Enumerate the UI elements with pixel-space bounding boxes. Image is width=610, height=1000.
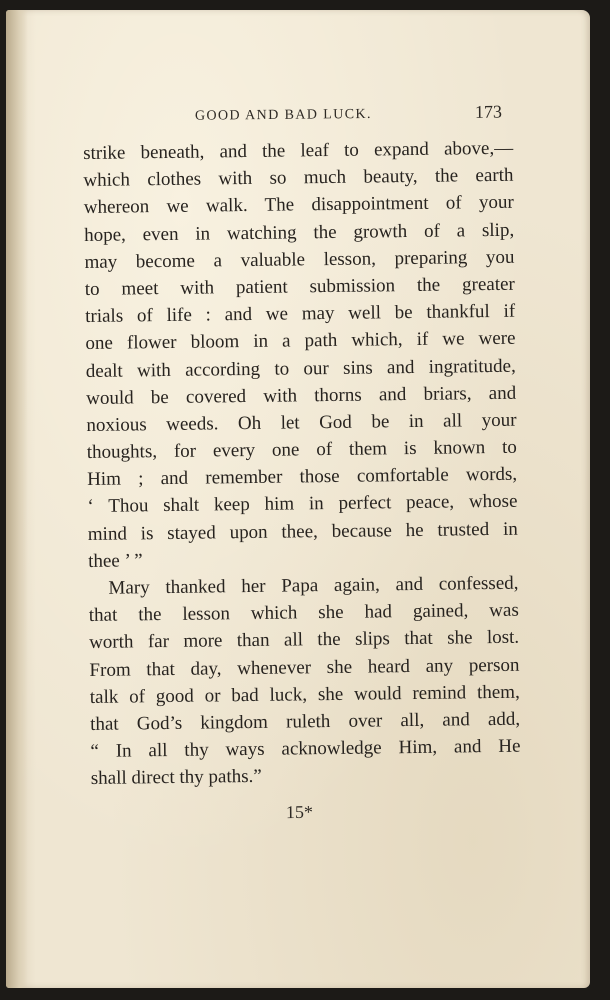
page-number: 173 xyxy=(474,101,503,122)
text-line: strike beneath, and the leaf to expand above,— xyxy=(83,137,514,164)
text-line: would be covered with thorns and briars, and xyxy=(86,382,517,409)
text-line: that the lesson which she had gained, was xyxy=(88,599,519,627)
text-line: hope, even in watching the growth of a slip, xyxy=(84,219,515,246)
text-line: one flower bloom in a path which, if we were xyxy=(85,328,516,355)
text-line: shall direct thy paths.” xyxy=(90,766,262,790)
binding-gutter xyxy=(6,10,28,988)
text-line: thoughts, for every one of them is known to xyxy=(86,436,517,464)
text-line: that God’s kingdom ruleth over all, and add, xyxy=(90,708,521,735)
text-line: noxious weeds. Oh let God be in all your xyxy=(86,409,517,436)
text-line: “ In all thy ways acknowledge Him, and He xyxy=(90,735,521,763)
text-line: From that day, whenever she heard any person xyxy=(89,654,520,681)
text-line: Him ; and remember those comfortable words, xyxy=(87,463,518,491)
text-line: mind is stayed upon thee, because he trusted in xyxy=(87,518,518,545)
text-line: trials of life : and we may well be thankful if xyxy=(85,300,516,328)
running-head xyxy=(195,101,535,135)
text-line: Mary thanked her Papa again, and confessed, xyxy=(108,572,519,599)
text-line: worth far more than all the slips that she lost. xyxy=(89,627,520,654)
text-line: talk of good or bad luck, she would remind them, xyxy=(89,681,520,708)
text-line: ‘ Thou shalt keep him in perfect peace, whose xyxy=(87,491,518,518)
text-line: thee ’ ” xyxy=(88,550,143,572)
text-line: whereon we walk. The disappointment of your xyxy=(83,192,514,219)
running-title: GOOD AND BAD LUCK. xyxy=(194,106,372,124)
text-line: which clothes with so much beauty, the earth xyxy=(83,164,514,192)
text-line: dealt with according to our sins and ingratitude, xyxy=(85,355,516,382)
text-line: to meet with patient submission the greater xyxy=(84,273,515,300)
signature-mark: 15* xyxy=(285,801,314,823)
body-text xyxy=(83,135,521,793)
text-line: may become a valuable lesson, preparing you xyxy=(84,246,515,273)
